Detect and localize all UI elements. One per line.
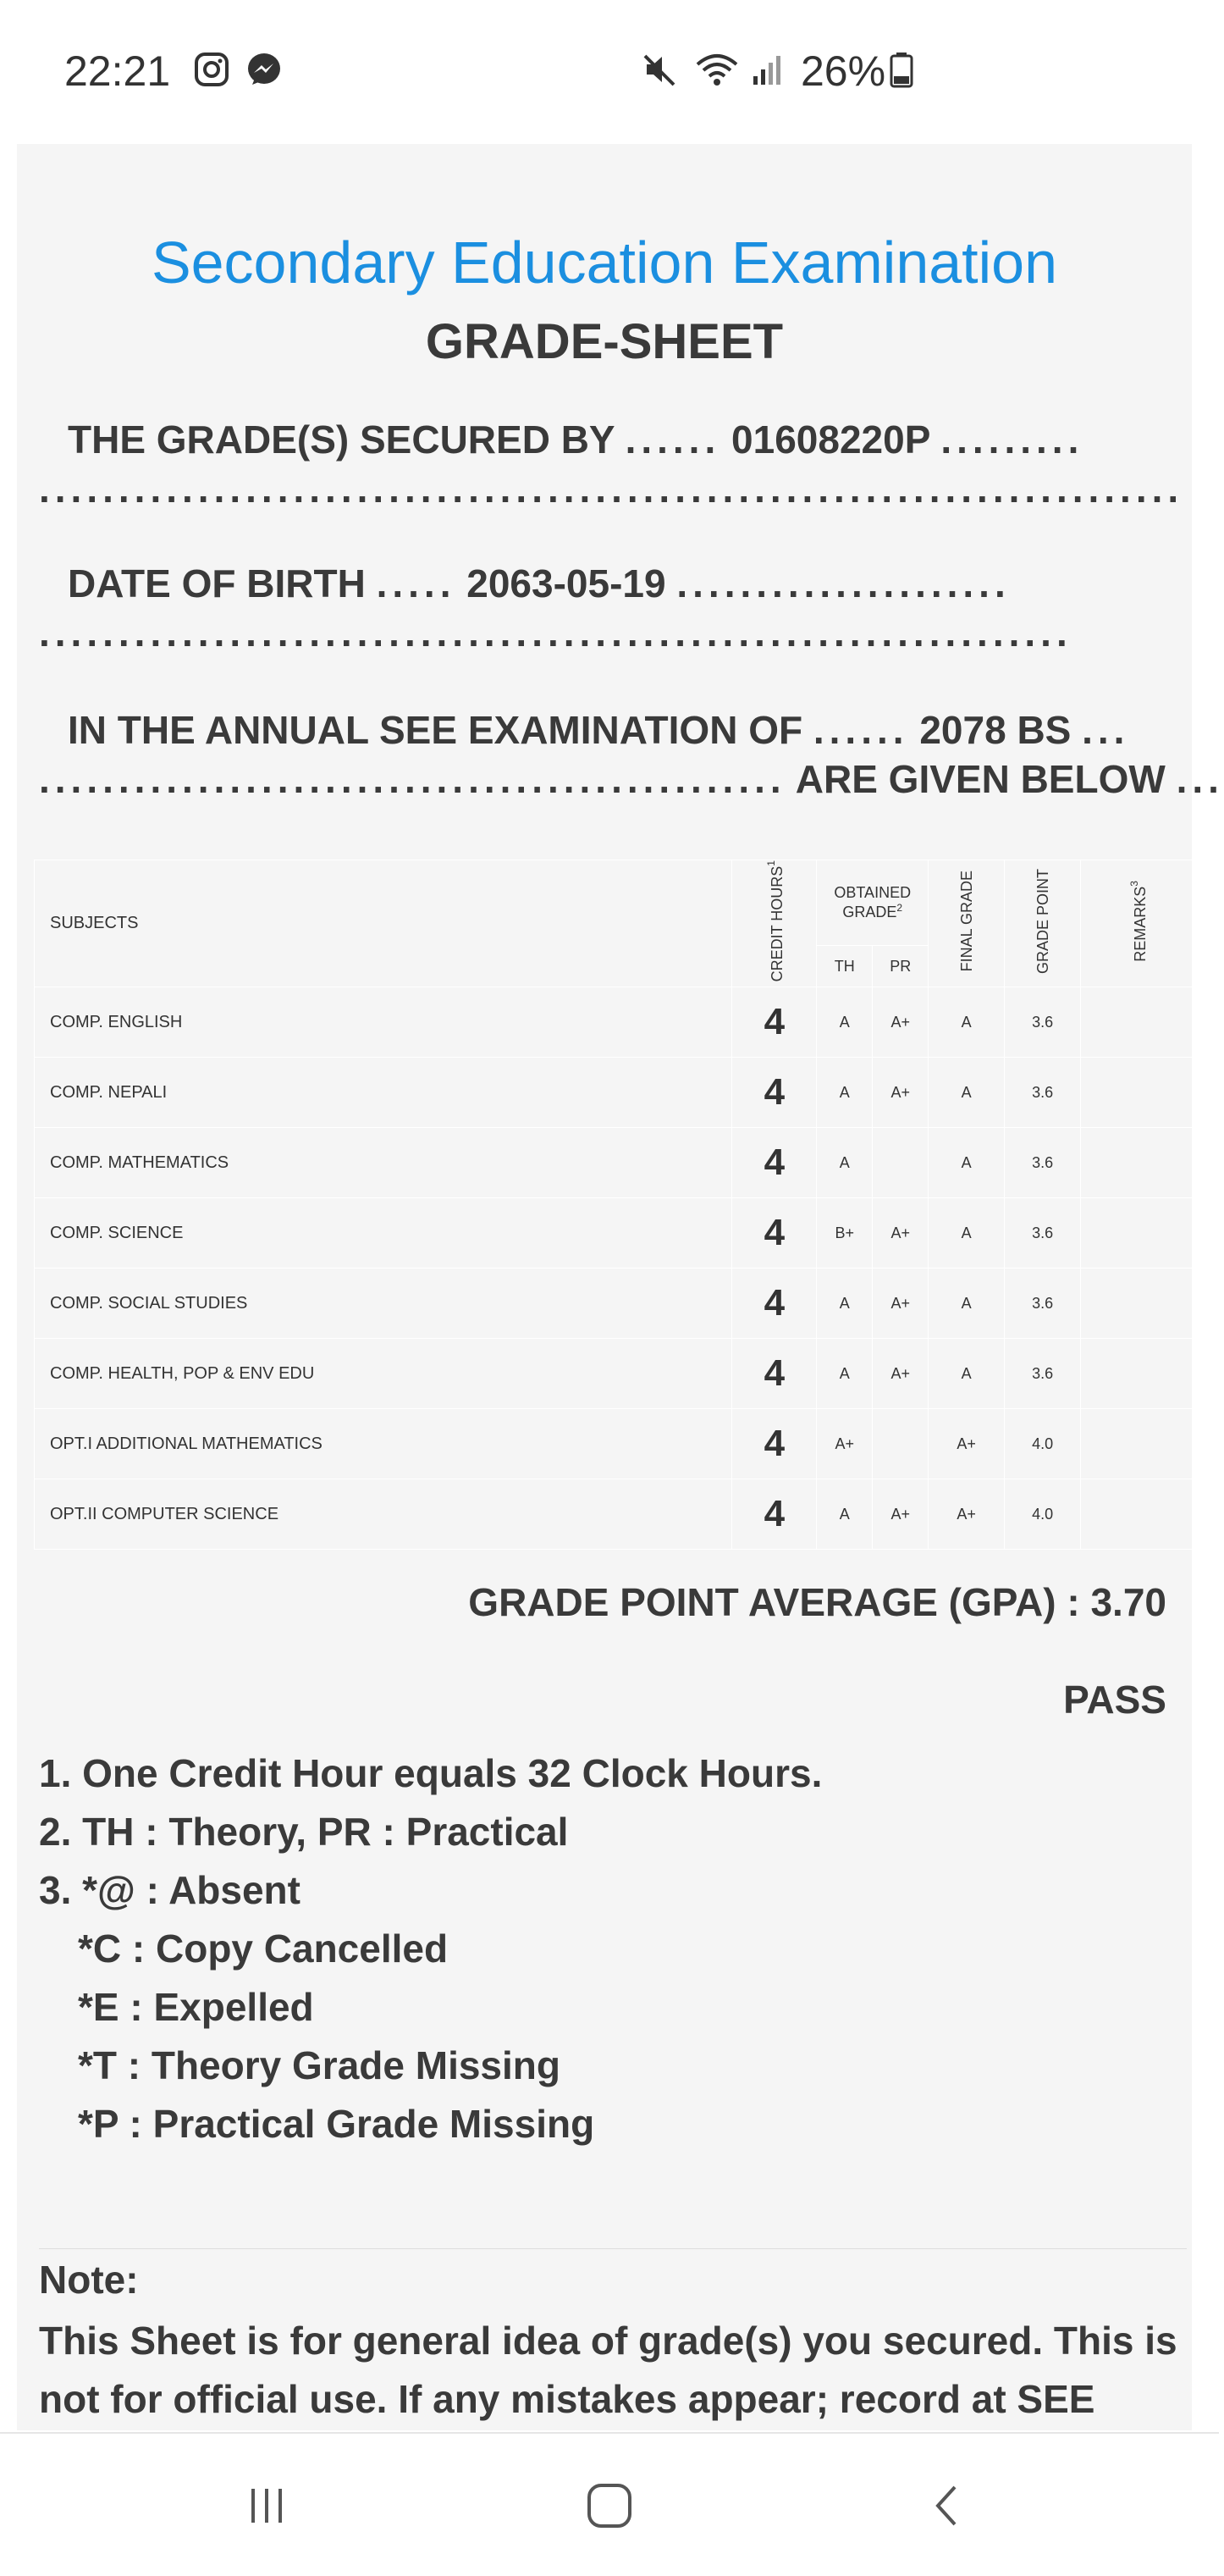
th-grade-cell: A	[817, 1479, 873, 1550]
remarks-cell	[1081, 1128, 1194, 1198]
navigation-bar	[0, 2432, 1219, 2576]
pr-grade-cell	[873, 1128, 929, 1198]
remarks-cell	[1081, 987, 1194, 1058]
pr-grade-cell: A+	[873, 1339, 929, 1409]
th-grade-cell: A	[817, 1269, 873, 1339]
table-row	[35, 1409, 1194, 1479]
symbol-number: 01608220P	[731, 417, 930, 462]
subject-cell: COMP. SOCIAL STUDIES	[35, 1269, 732, 1339]
exam-year: 2078 BS	[919, 708, 1072, 752]
pr-grade-cell: A+	[873, 1479, 929, 1550]
dob-line: DATE OF BIRTH ..... 2063-05-19 .....................	[68, 561, 1011, 605]
dotted-filler: .................................................................	[39, 611, 1072, 655]
secured-by-label: THE GRADE(S) SECURED BY	[68, 417, 615, 462]
subject-cell: COMP. SCIENCE	[35, 1198, 732, 1269]
remarks-header: REMARKS$^3$	[1081, 860, 1194, 987]
messenger-icon	[245, 51, 283, 88]
remarks-cell	[1081, 1409, 1194, 1479]
legend	[39, 1744, 822, 2153]
instagram-icon	[193, 51, 230, 88]
pr-grade-cell: A+	[873, 1269, 929, 1339]
credit-cell: 4	[732, 1409, 817, 1479]
legend-item: 1. One Credit Hour equals 32 Clock Hours.	[39, 1751, 823, 1795]
grade-point-cell: 3.6	[1005, 987, 1081, 1058]
home-button[interactable]	[576, 2472, 643, 2540]
signal-icon	[750, 51, 787, 88]
legend-item: 2. TH : Theory, PR : Practical	[39, 1810, 569, 1854]
pr-grade-cell: A+	[873, 987, 929, 1058]
subject-cell: COMP. NEPALI	[35, 1058, 732, 1128]
final-grade-cell: A	[929, 1058, 1005, 1128]
grade-point-cell: 4.0	[1005, 1409, 1081, 1479]
remarks-cell	[1081, 1479, 1194, 1550]
given-below-line: ............................................... ARE GIVEN BELOW ...	[39, 757, 1224, 801]
wifi-icon	[694, 51, 740, 88]
credit-cell: 4	[732, 1479, 817, 1550]
note-body: This Sheet is for general idea of grade(s) you secured. This is not for official use. If any mistakes appear; record at SEE	[39, 2319, 1177, 2421]
final-grade-cell: A	[929, 987, 1005, 1058]
status-bar	[0, 0, 1219, 144]
subject-cell: COMP. ENGLISH	[35, 987, 732, 1058]
legend-item: *C : Copy Cancelled	[78, 1926, 449, 1971]
table-row	[35, 1198, 1194, 1269]
status-time: 22:21	[64, 47, 171, 95]
grade-point-cell: 3.6	[1005, 1198, 1081, 1269]
grade-point-cell: 3.6	[1005, 1058, 1081, 1128]
th-header: TH	[817, 946, 873, 987]
dob-value: 2063-05-19	[466, 561, 666, 605]
gpa-text: GRADE POINT AVERAGE (GPA) : 3.70	[468, 1580, 1166, 1624]
note-title: Note:	[39, 2258, 139, 2302]
recent-apps-icon	[241, 2480, 292, 2531]
th-grade-cell: A	[817, 1058, 873, 1128]
credit-cell: 4	[732, 1128, 817, 1198]
divider	[39, 2248, 1187, 2249]
final-grade-cell: A	[929, 1128, 1005, 1198]
credit-cell: 4	[732, 1339, 817, 1409]
th-grade-cell: A	[817, 1339, 873, 1409]
final-grade-cell: A	[929, 1269, 1005, 1339]
remarks-cell	[1081, 1269, 1194, 1339]
given-below-text: ARE GIVEN BELOW	[795, 757, 1166, 801]
battery-icon	[889, 51, 914, 88]
secured-by-line: THE GRADE(S) SECURED BY ...... 01608220P .........	[68, 417, 1084, 462]
final-grade-cell: A+	[929, 1409, 1005, 1479]
th-grade-cell: A	[817, 987, 873, 1058]
final-grade-header: FINAL GRADE	[929, 860, 1005, 987]
final-grade-cell: A	[929, 1339, 1005, 1409]
grade-point-cell: 3.6	[1005, 1128, 1081, 1198]
final-grade-cell: A+	[929, 1479, 1005, 1550]
grade-point-cell: 3.6	[1005, 1339, 1081, 1409]
remarks-cell	[1081, 1339, 1194, 1409]
pr-grade-cell	[873, 1409, 929, 1479]
th-grade-cell: A	[817, 1128, 873, 1198]
credit-cell: 4	[732, 1198, 817, 1269]
table-row	[35, 987, 1194, 1058]
home-icon	[584, 2480, 635, 2531]
dotted-filler: ........................................................................	[39, 467, 1184, 511]
subjects-header: SUBJECTS	[35, 860, 732, 987]
table-row	[35, 1269, 1194, 1339]
pr-header: PR	[873, 946, 929, 987]
table-row	[35, 1479, 1194, 1550]
obtained-grade-header: OBTAINED GRADE$^2$	[817, 860, 929, 946]
remarks-cell	[1081, 1198, 1194, 1269]
legend-item: *T : Theory Grade Missing	[78, 2043, 560, 2087]
grade-point-header: GRADE POINT	[1005, 860, 1081, 987]
exam-line: IN THE ANNUAL SEE EXAMINATION OF ...... 2078 BS ...	[68, 708, 1130, 752]
recent-apps-button[interactable]	[233, 2472, 300, 2540]
grade-point-cell: 4.0	[1005, 1479, 1081, 1550]
dob-label: DATE OF BIRTH	[68, 561, 366, 605]
mute-icon	[642, 51, 679, 88]
back-button[interactable]	[914, 2472, 982, 2540]
table-row	[35, 1339, 1194, 1409]
subject-cell: OPT.I ADDITIONAL MATHEMATICS	[35, 1409, 732, 1479]
th-grade-cell: B+	[817, 1198, 873, 1269]
th-grade-cell: A+	[817, 1409, 873, 1479]
credit-hours-header: CREDIT HOURS$^1$	[732, 860, 817, 987]
grades-table	[34, 860, 1194, 1550]
remarks-cell	[1081, 1058, 1194, 1128]
final-grade-cell: A	[929, 1198, 1005, 1269]
page-title: Secondary Education Examination	[151, 229, 1058, 296]
pr-grade-cell: A+	[873, 1198, 929, 1269]
grade-sheet	[17, 144, 1224, 2430]
legend-item: *E : Expelled	[78, 1985, 314, 2029]
pr-grade-cell: A+	[873, 1058, 929, 1128]
legend-item: *P : Practical Grade Missing	[78, 2102, 595, 2146]
subject-cell: COMP. MATHEMATICS	[35, 1128, 732, 1198]
credit-cell: 4	[732, 1058, 817, 1128]
page-subtitle: GRADE-SHEET	[425, 314, 784, 369]
subject-cell: OPT.II COMPUTER SCIENCE	[35, 1479, 732, 1550]
grade-point-cell: 3.6	[1005, 1269, 1081, 1339]
back-icon	[923, 2480, 973, 2531]
exam-label: IN THE ANNUAL SEE EXAMINATION OF	[68, 708, 803, 752]
result-status: PASS	[1063, 1678, 1166, 1722]
table-row	[35, 1128, 1194, 1198]
legend-item: 3. *@ : Absent	[39, 1868, 300, 1912]
credit-cell: 4	[732, 987, 817, 1058]
credit-cell: 4	[732, 1269, 817, 1339]
table-row	[35, 1058, 1194, 1128]
battery-percent: 26%	[801, 47, 886, 95]
subject-cell: COMP. HEALTH, POP & ENV EDU	[35, 1339, 732, 1409]
